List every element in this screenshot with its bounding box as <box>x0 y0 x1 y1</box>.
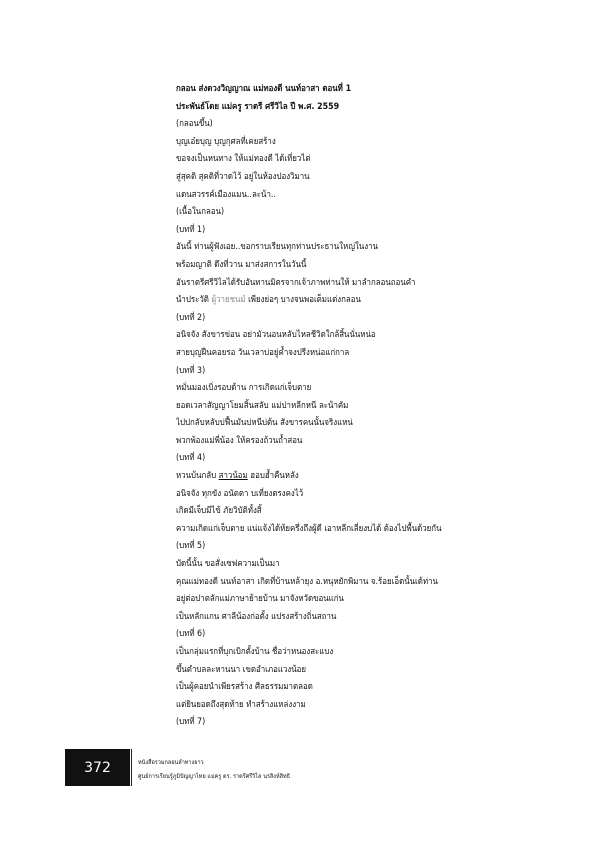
poem-line: ไปปกลับหลับบ่ฟื้นมันบ่หนีบ่ต้น สังขารคนนั้นจริงแหน่ <box>176 418 353 429</box>
poem-line: แดนสวรรค์เมืองแมน..ละน้า.. <box>176 189 276 200</box>
poem-line: อนิจจัง สังขารข่อน อย่ามัวนอนหลับไหลชีวิตใกล้สิ้นนั่นหน่อ <box>176 330 376 341</box>
poem-line: เป็นผู้คอยนำเพียรสร้าง ศีลธรรมมาตลอด <box>176 682 313 693</box>
document-title: กลอน ส่งดวงวิญญาณ แม่ทองดี นนท์อาสา ตอนที่ 1 <box>176 84 352 94</box>
poem-line: (บทที่ 7) <box>176 717 206 728</box>
poem-line: (บทที่ 3) <box>176 365 206 376</box>
poem-line <box>176 468 516 486</box>
line-segment: เพียงย่อๆ บางจนพอเต็มแต่งกลอน <box>245 295 361 306</box>
poem-line: ยอดเวลาสัญญาโยมสิ้นสลับ แม่ปาหลีกหนี ละน้าคัม <box>176 400 349 411</box>
poem-line <box>176 292 516 310</box>
poem-line: เป็นหลักแกน ศาลีน้องก่อตั้ง แปรงสร้างถิ่นสถาน <box>176 611 337 622</box>
poem-lines <box>176 116 546 732</box>
poem-line: พวกพ้องแม่พี่น้อง ให้ครองถ้วนถ้ำสอน <box>176 435 303 446</box>
line-segment: หวนบ้นกลับ <box>176 471 219 482</box>
poem-line: เกิดมีเจ็บมีไข้ ภัยวิบัติทั้งสิ้ <box>176 506 262 517</box>
poem-line: คุณแม่ทองดี นนท์อาสา เกิดที่บ้านหล้ายุง อ.หนุหยักพิมาน จ.ร้อยเอ็ดนั้นเด้ท่าน <box>176 576 438 587</box>
poem-line: (บทที่ 5) <box>176 541 206 552</box>
poem-line: แต่ยินยอดถึงสุดท้าย ทำสร้างแหล่งงาม <box>176 699 306 710</box>
poem-line: (บทที่ 6) <box>176 629 206 640</box>
poem-line: บัดนี้นั้น ขอสั่งเซฟความเป็นมา <box>176 559 280 570</box>
line-segment: ฮอบฮ้ำคืนหลัง <box>247 471 299 482</box>
poem-line: ขึ้นตำบลละหานนา เขตอำเภอแวงน้อย <box>176 664 307 675</box>
poem-line: ความเกิดแก่เจ็บตาย แน่แจ้งได้ห้ยครึ่งถึงผู้ดี เอาหลีกเลี่ยงบได้ ต้องไปพื้นด้วยกัน <box>176 523 442 534</box>
poem-line: บุญเอ๋ยบุญ บุญกุศลที่เคยสร้าง <box>176 136 276 147</box>
poem-line: อันราตรีศรีวิไลได้รับอันทานมิตรจากเจ้าภาพท่านให้ มาลำกลอนถอนคำ <box>176 277 416 288</box>
footer-text <box>138 756 303 784</box>
underlined-text: สาวน้อม <box>218 471 248 482</box>
poem-line: เป็นกลุ่มแรกที่บุกเบิกตั้งบ้าน ชื่อว่าหนองสะแบง <box>176 647 334 657</box>
poem-line: (เนื้อในกลอน) <box>176 207 225 218</box>
poem-line: อันนี้ ท่านผู้ฟังเอย..ขอกราบเรียนทุกท่านประธานใหญ่ในงาน <box>176 242 378 253</box>
poem-line: ขอจงเป็นหนทาง ให้แม่ทองดี ได้เที่ยวไต่ <box>176 154 311 165</box>
poem-line: สายบุญฝืนคอยรอ วันเวลาบ่อยู่ค้ำจงปรีงหน่อแก่กาล <box>176 347 350 358</box>
footer-publisher: ศูนย์การเรียนรู้ภูมิปัญญาไทย แม่ครู ดร. ราตรีศรีวิไล นรสิงห์สิทธิ <box>138 773 291 780</box>
poem-line: พร้อมญาติ ดึงที่วาน มาส่งสการในวันนี้ <box>176 259 307 270</box>
poem-line: สู่สุคติ สุคติที่วาดไว้ อยู่ในห้องปองวิมาน <box>176 171 310 182</box>
poem-line: (กลอนขึ้น) <box>176 119 213 130</box>
footer-book-title: หนังสือรวมกลอนลำทางยาว <box>138 759 204 766</box>
poem-line: อนิจจัง ทุกขัง อนัตตา บเที่ยงตรงคงไว้ <box>176 488 304 499</box>
poem-line: (บทที่ 1) <box>176 224 206 235</box>
poem-line: หมั่นมองเบิ่งรอบด้าน การเกิดแก่เจ็บตาย <box>176 383 312 394</box>
poem-line: อยู่ต่อปาตลักแม่ภาษาย้ายบ้าน มาจังหวัดขอนแก่น <box>176 594 344 605</box>
line-segment: นำประวัติ <box>176 295 212 306</box>
footer-divider <box>131 749 132 786</box>
page-number: 372 <box>65 749 130 786</box>
document-author-line: ประพันธ์โดย แม่ครู ราตรี ศรีวิไล ปี พ.ศ. 2559 <box>176 101 340 112</box>
poem-line: (บทที่ 2) <box>176 312 206 323</box>
poem-line: (บทที่ 4) <box>176 453 206 464</box>
highlighted-text: ผู้วายชนม์ <box>211 295 246 306</box>
document-body <box>176 81 546 732</box>
